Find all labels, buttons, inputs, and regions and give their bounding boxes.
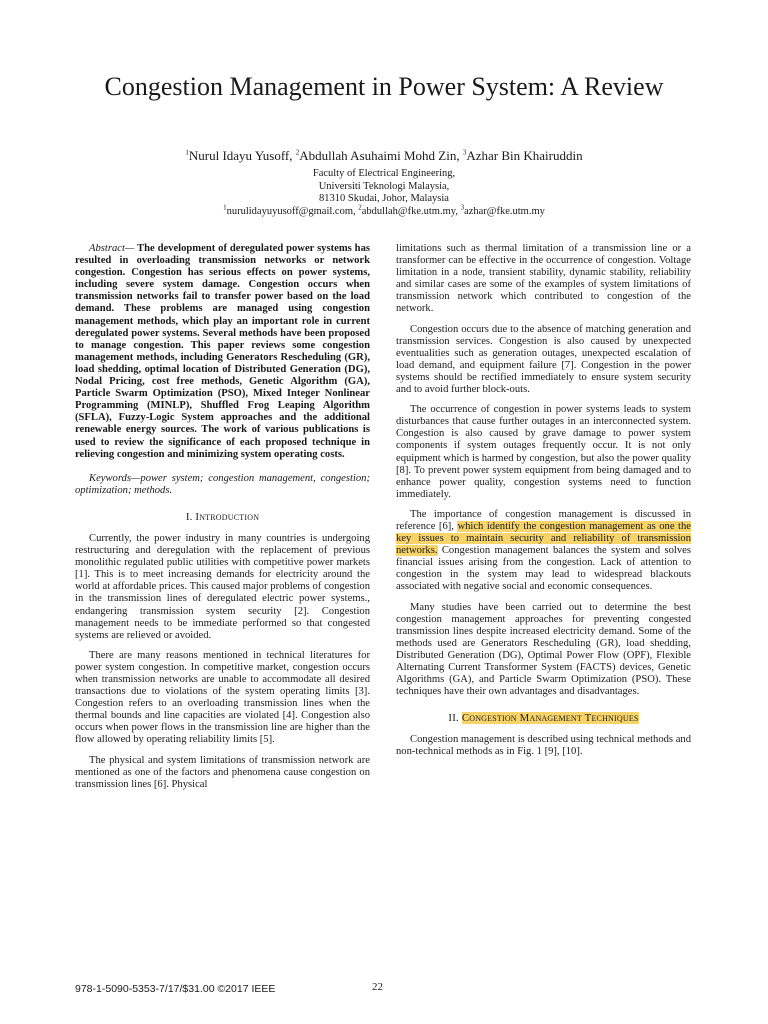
highlighted-text: which identify the congestion management as one the key issues to maintain security and reliability of transmission networks. bbox=[396, 520, 691, 557]
intro-paragraph-1: Currently, the power industry in many countries is undergoing restructuring and deregulation with the replacement of previous monolithic regulated public utilities with competitive power markets [1]. This is to meet increasing demands for electricity around the world at affordable prices. This caused major problems of congestion in the transmission lines of deregulated electric power systems., endangering transmission system security [2]. Congestion management needs to be immediate performed so that congested systems are relieved or avoided. bbox=[75, 532, 370, 641]
intro-paragraph-5: Congestion occurs due to the absence of matching generation and transmission services. Congestion is also caused by unexpected eventualities such as generation outages, unexpected escalation of load demand, and equipment failure [7]. Congestion in the power systems should be rectified immediately to ensure system security and to avoid further block-outs. bbox=[396, 323, 691, 396]
intro-paragraph-7 bbox=[396, 509, 691, 594]
intro-paragraph-6: The occurrence of congestion in power systems leads to system disturbances that cause further outages in an interconnected system. Congestion is also caused by grave damage to power system components if system outages frequently occur. It is not only equipment which is harmed by congestion, but also the power quality [8]. To prevent power system equipment from being damaged and to enhance power quality, congestion systems need to function immediately. bbox=[396, 404, 691, 500]
affiliation-block bbox=[60, 168, 708, 218]
affiliation-line-2: Universiti Teknologi Malaysia, bbox=[318, 180, 450, 192]
page-number: 22 bbox=[372, 981, 383, 993]
keywords: Keywords—power system; congestion management, congestion; optimization; methods. bbox=[75, 472, 370, 496]
email-1: nurulidayuyusoff@gmail.com, bbox=[226, 205, 359, 217]
email-3: azhar@fke.utm.my bbox=[464, 205, 545, 217]
author-3-name: Azhar Bin Khairuddin bbox=[466, 148, 583, 163]
intro-paragraph-4: limitations such as thermal limitation of a transmission line or a transformer can be effective in the occurrence of congestion. Voltage limitation in a node, transient stability, dynamic stability, reliability and similar cases are some of the examples of system limitations of transmission network which contributed to congestion of the network. bbox=[396, 243, 691, 315]
copyright-notice: 978-1-5090-5353-7/17/$31.00 ©2017 IEEE bbox=[75, 983, 276, 995]
section-2-number: II. bbox=[448, 712, 462, 725]
intro-paragraph-2: There are many reasons mentioned in technical literatures for power system congestion. In competitive market, congestion occurs when transmission networks are unable to accommodate all desired transactions due to violations of the system operating limits [3]. Congestion refers to an overloading transmission lines when the thermal bounds and line capacities are violated [4]. Congestion also occurs when power flows in the transmission line are higher than the flow allowed by operating reliability limits [5]. bbox=[75, 649, 370, 746]
author-1-num: 1 bbox=[185, 148, 189, 157]
intro-paragraph-3: The physical and system limitations of transmission network are mentioned as one of the factors and phenomena cause congestion on transmission lines [6]. Physical bbox=[75, 754, 370, 790]
email-2: abdullah@fke.utm.my, bbox=[361, 205, 461, 217]
email-1-num: 1 bbox=[223, 203, 227, 212]
section-heading-techniques bbox=[396, 712, 691, 724]
author-2-num: 2 bbox=[295, 148, 300, 157]
email-3-num: 3 bbox=[460, 203, 465, 212]
right-column bbox=[396, 243, 691, 767]
email-2-num: 2 bbox=[358, 203, 362, 212]
affiliation-line-3: 81310 Skudai, Johor, Malaysia bbox=[319, 193, 449, 205]
author-3-num: 3 bbox=[462, 148, 467, 157]
intro-paragraph-7-end: Congestion management balances the system and solves financial issues arising from the congestion. Lack of attention to congestion in the system may lead to widespread blackouts associated with negative social and economic consequences. bbox=[396, 545, 691, 593]
abstract-lead: Abstract— bbox=[89, 243, 135, 254]
author-2-name: Abdullah Asuhaimi Mohd Zin, bbox=[299, 148, 463, 163]
paper-title: Congestion Management in Power System: A Review bbox=[104, 72, 664, 101]
email-line bbox=[60, 203, 708, 219]
abstract-body: The development of deregulated power systems has resulted in overloading transmission networks or network congestion. Congestion has serious effects on power systems, including severe system damage. Congestion occurs when transmission networks fail to transfer power based on the load demand. These problems are managed using congestion management methods, which play an important role in current deregulated power systems. Several methods have been proposed to manage congestion. This paper reviews some congestion management methods, including Generators Rescheduling (GR), load shedding, optimal location of Distributed Generation (DG), Nodal Pricing, cost free methods, Genetic Algorithm (GA), Particle Swarm Optimization (PSO), Mixed Integer Nonlinear Programming (MINLP), Shuffled Frog Leaping Algorithm (SFLA), Fuzzy-Logic System approaches and the additional renewable energy sources. The work of various publications is used to review the significance of each proposed technique in relieving congestion and minimizing system operating costs. bbox=[75, 243, 370, 460]
intro-paragraph-7-start: The importance of congestion management is discussed in reference [6], bbox=[396, 508, 691, 532]
author-list bbox=[60, 148, 708, 164]
intro-paragraph-8: Many studies have been carried out to determine the best congestion management approaches for preventing congested transmission lines despite increased electricity demand. Some of the methods used are Generators Rescheduling (GR), load shedding, Distributed Generation (DG), Optimal Power Flow (OPF), Flexible Alternating Current Transformer System (FACTS) devices, Genetic Algorithms (GA), and Particle Swarm Optimization (PSO). These techniques have their own advantages and disadvantages. bbox=[396, 601, 691, 698]
author-1-name: Nurul Idayu Yusoff, bbox=[188, 148, 296, 163]
techniques-paragraph-1: Congestion management is described using technical methods and non-technical methods as in Fig. 1 [9], [10]. bbox=[396, 734, 691, 758]
section-2-title-highlighted: Congestion Management Techniques bbox=[461, 712, 639, 725]
affiliation-line-1: Faculty of Electrical Engineering, bbox=[312, 168, 456, 179]
left-column bbox=[75, 243, 370, 799]
abstract bbox=[75, 243, 370, 461]
section-heading-introduction: I. Introduction bbox=[185, 510, 260, 523]
